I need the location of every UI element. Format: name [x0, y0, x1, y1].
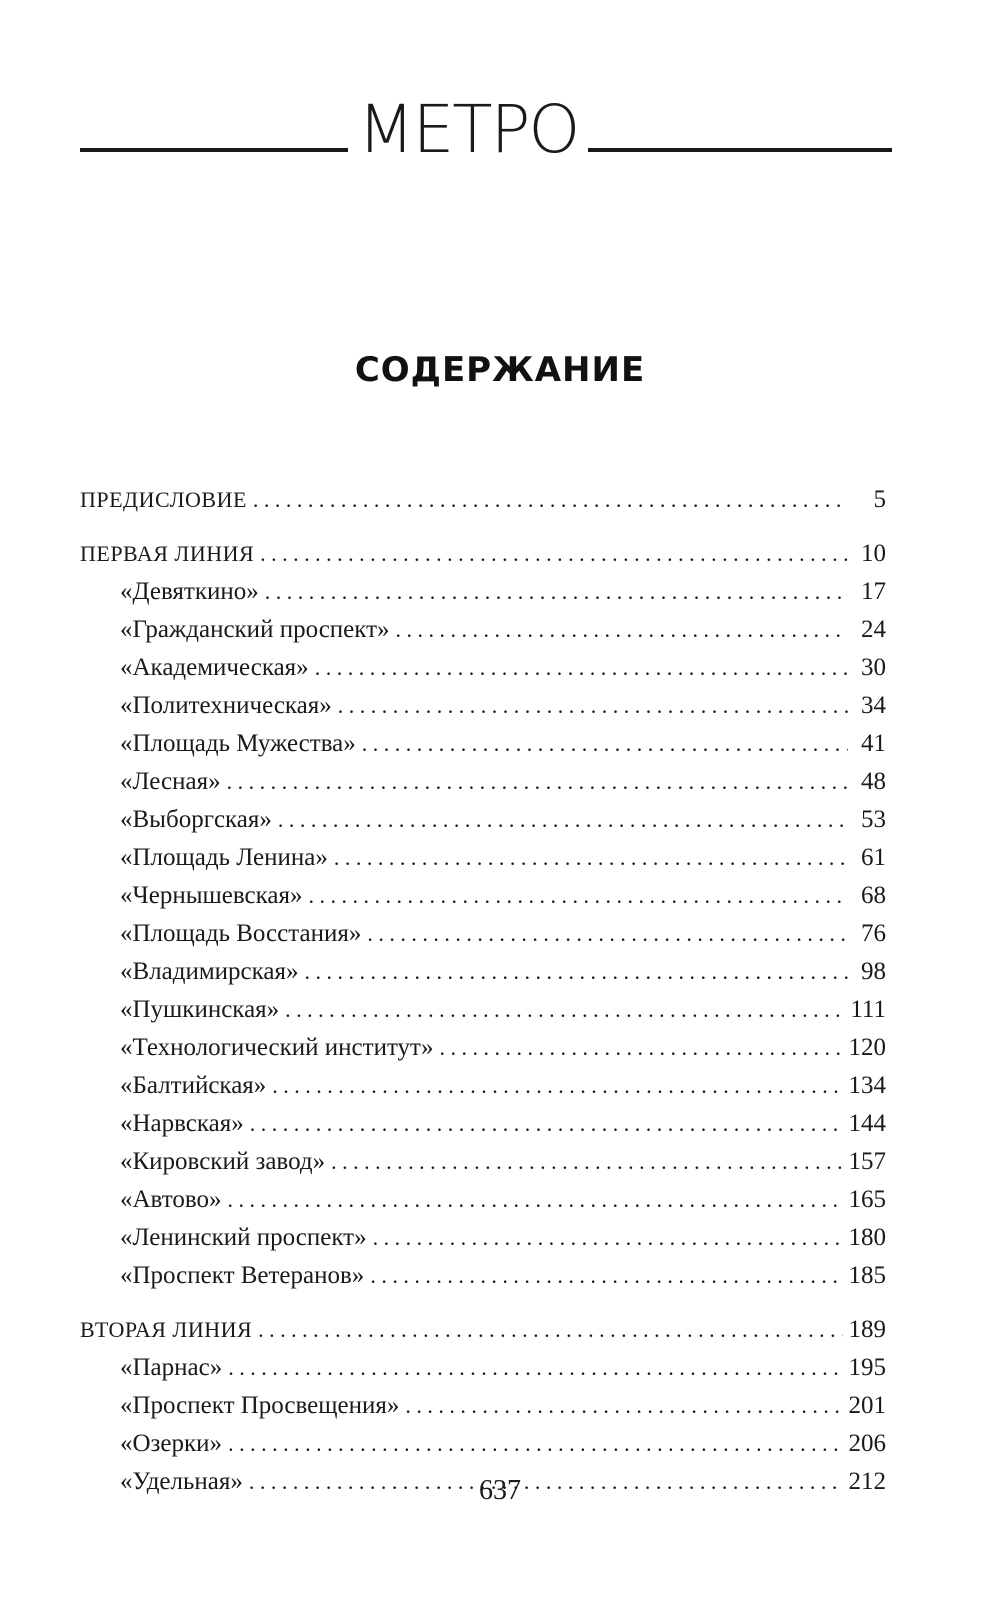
- toc-entry-title: «Удельная»: [120, 1468, 243, 1495]
- toc-entry: [80, 1143, 886, 1181]
- toc-entry: [80, 481, 886, 519]
- toc-entry-title: «Выборгская»: [120, 806, 272, 833]
- toc-entry-title: «Проспект Ветеранов»: [120, 1262, 365, 1289]
- toc-dot-leader: [272, 1067, 842, 1105]
- toc-entry-title: «Балтийская»: [120, 1072, 267, 1099]
- toc-entry-page: 165: [848, 1186, 886, 1213]
- toc-entry-page: 134: [848, 1072, 886, 1099]
- toc-entry: [80, 1311, 886, 1349]
- page-number: 637: [479, 1475, 521, 1506]
- toc-entry-page: 195: [848, 1354, 886, 1381]
- toc-entry-page: 185: [848, 1262, 886, 1289]
- toc-entry-title: «Площадь Восстания»: [120, 920, 362, 947]
- toc-entry: [80, 877, 886, 915]
- toc-entry-title: «Озерки»: [120, 1430, 223, 1457]
- toc-dot-leader: [228, 1425, 842, 1463]
- toc-entry: [80, 649, 886, 687]
- toc-entry-page: 48: [861, 768, 886, 795]
- toc-dot-leader: [367, 915, 848, 953]
- toc-entry-title: ПРЕДИСЛОВИЕ: [80, 487, 247, 512]
- toc-dot-leader: [253, 481, 848, 519]
- toc-entry-title: «Гражданский проспект»: [120, 616, 390, 643]
- toc-dot-leader: [278, 801, 848, 839]
- toc-entry: [80, 611, 886, 649]
- toc-dot-leader: [265, 573, 848, 611]
- toc-dot-leader: [258, 1311, 842, 1349]
- toc-entry: [80, 1219, 886, 1257]
- toc-entry: [80, 1181, 886, 1219]
- toc-dot-leader: [227, 763, 848, 801]
- toc-entry-title: «Автово»: [120, 1186, 222, 1213]
- toc-entry-title: ПЕРВАЯ ЛИНИЯ: [80, 541, 255, 566]
- metro-logo-text: МЕТРО: [357, 92, 579, 158]
- toc-entry: [80, 763, 886, 801]
- toc-entry: [80, 687, 886, 725]
- toc-dot-leader: [334, 839, 848, 877]
- toc-entry: [80, 1387, 886, 1425]
- toc-entry-title: «Площадь Мужества»: [120, 730, 356, 757]
- toc-entry-page: 17: [861, 578, 886, 605]
- toc-entry-title: «Площадь Ленина»: [120, 844, 328, 871]
- toc-entry: [80, 953, 886, 991]
- toc-entry-page: 10: [861, 540, 886, 567]
- toc-entry-page: 144: [848, 1110, 886, 1137]
- toc-entry-title: «Академическая»: [120, 654, 309, 681]
- toc-dot-leader: [260, 535, 848, 573]
- toc-entry-page: 98: [861, 958, 886, 985]
- toc-entry-title: «Владимирская»: [120, 958, 299, 985]
- toc-entry-title: «Девяткино»: [120, 578, 259, 605]
- toc-entry-page: 201: [848, 1392, 886, 1419]
- toc-entry-page: 206: [848, 1430, 886, 1457]
- toc-entry-title: «Ленинский проспект»: [120, 1224, 367, 1251]
- toc-entry-title: «Кировский завод»: [120, 1148, 326, 1175]
- toc-entry: [80, 839, 886, 877]
- table-of-contents: [80, 481, 886, 1501]
- toc-entry-page: 180: [848, 1224, 886, 1251]
- toc-entry-title: ВТОРАЯ ЛИНИЯ: [80, 1317, 253, 1342]
- toc-entry-page: 41: [861, 730, 886, 757]
- toc-entry-page: 68: [861, 882, 886, 909]
- toc-entry: [80, 1067, 886, 1105]
- toc-entry-page: 53: [861, 806, 886, 833]
- toc-entry-page: 5: [873, 486, 886, 513]
- toc-entry-page: 189: [848, 1316, 886, 1343]
- toc-entry-page: 30: [861, 654, 886, 681]
- toc-entry: [80, 725, 886, 763]
- metro-logo: [348, 92, 588, 158]
- toc-entry-title: «Нарвская»: [120, 1110, 244, 1137]
- toc-entry: [80, 801, 886, 839]
- toc-entry: [80, 1029, 886, 1067]
- toc-entry-page: 111: [850, 996, 886, 1023]
- toc-entry-title: «Политехническая»: [120, 692, 332, 719]
- running-header: [80, 90, 892, 170]
- toc-dot-leader: [285, 991, 844, 1029]
- toc-entry: [80, 991, 886, 1029]
- toc-entry: [80, 1105, 886, 1143]
- toc-entry: [80, 535, 886, 573]
- toc-entry: [80, 915, 886, 953]
- toc-dot-leader: [227, 1181, 842, 1219]
- toc-dot-leader: [305, 953, 848, 991]
- toc-entry-page: 157: [848, 1148, 886, 1175]
- toc-dot-leader: [308, 877, 848, 915]
- toc-entry: [80, 573, 886, 611]
- toc-entry: [80, 1425, 886, 1463]
- toc-dot-leader: [370, 1257, 842, 1295]
- toc-entry-page: 61: [861, 844, 886, 871]
- toc-entry-title: «Пушкинская»: [120, 996, 280, 1023]
- toc-entry-page: 120: [848, 1034, 886, 1061]
- toc-entry-title: «Парнас»: [120, 1354, 223, 1381]
- toc-entry-page: 34: [861, 692, 886, 719]
- page-title: СОДЕРЖАНИЕ: [354, 350, 646, 390]
- toc-dot-leader: [396, 611, 848, 649]
- toc-dot-leader: [315, 649, 848, 687]
- toc-dot-leader: [373, 1219, 843, 1257]
- toc-entry-title: «Технологический институт»: [120, 1034, 434, 1061]
- toc-entry-title: «Проспект Просвещения»: [120, 1392, 400, 1419]
- toc-entry: [80, 1257, 886, 1295]
- toc-dot-leader: [405, 1387, 842, 1425]
- toc-entry-page: 76: [861, 920, 886, 947]
- toc-entry: [80, 1349, 886, 1387]
- toc-dot-leader: [362, 725, 848, 763]
- toc-entry-title: «Чернышевская»: [120, 882, 303, 909]
- toc-dot-leader: [338, 687, 848, 725]
- toc-dot-leader: [250, 1105, 843, 1143]
- toc-dot-leader: [439, 1029, 842, 1067]
- toc-dot-leader: [228, 1349, 842, 1387]
- toc-dot-leader: [331, 1143, 842, 1181]
- toc-entry-page: 212: [848, 1468, 886, 1495]
- toc-entry-title: «Лесная»: [120, 768, 221, 795]
- toc-entry-page: 24: [861, 616, 886, 643]
